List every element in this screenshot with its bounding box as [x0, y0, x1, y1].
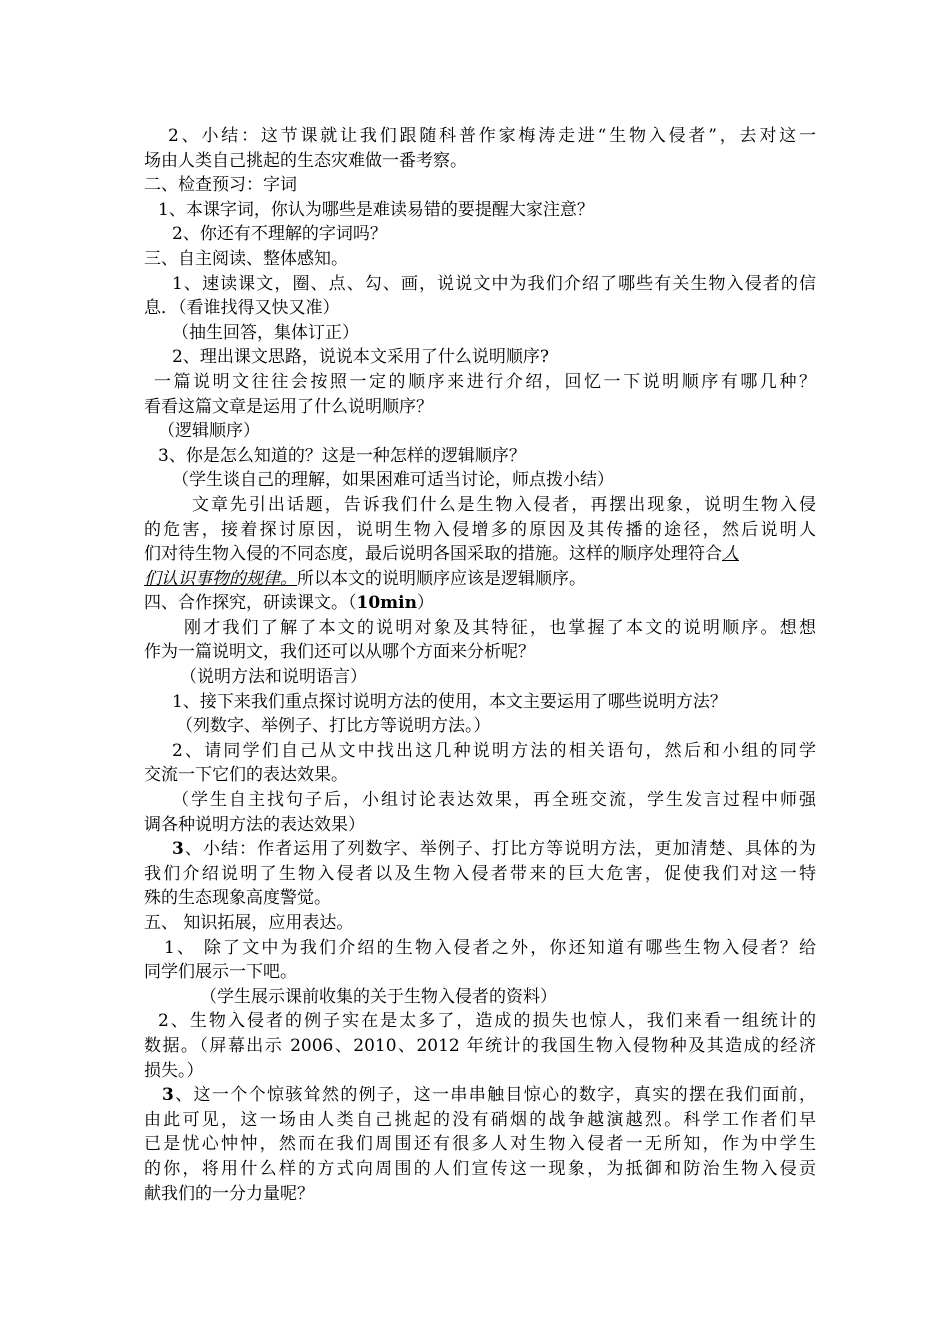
- text-line: [144, 739, 816, 764]
- line-text: 看看这篇文章是运用了什么说明顺序？: [144, 396, 433, 417]
- line-text: （学生展示课前收集的关于生物入侵者的资料）: [200, 986, 557, 1007]
- line-text-tail: ）: [416, 593, 434, 614]
- line-text: 1、速读课文，圈、点、勾、画，说说文中为我们介绍了哪些有关生物入侵者的信: [172, 273, 816, 294]
- text-line: [144, 788, 816, 813]
- line-text: 的危害，接着探讨原因，说明生物入侵增多的原因及其传播的途径，然后说明人: [144, 519, 816, 540]
- lesson-plan-text: [144, 124, 816, 1206]
- text-line: [144, 124, 816, 149]
- line-text: 三、自主阅读、整体感知。: [144, 248, 348, 269]
- text-line: [144, 714, 816, 739]
- line-text: 已是忧心忡忡，然而在我们周围还有很多人对生物入侵者一无所知，作为中学生: [144, 1134, 816, 1155]
- line-text: 1、接下来我们重点探讨说明方法的使用，本文主要运用了哪些说明方法？: [172, 691, 727, 712]
- line-text: 的你，将用什么样的方式向周围的人们宣传这一现象，为抵御和防治生物入侵贡: [144, 1158, 816, 1179]
- text-line: [144, 1059, 816, 1084]
- text-line: [144, 1108, 816, 1133]
- text-line: [144, 345, 816, 370]
- line-text: 一篇说明文往往会按照一定的顺序来进行介绍，回忆一下说明顺序有哪几种？: [154, 371, 816, 392]
- text-line: [144, 222, 816, 247]
- line-text: 交流一下它们的表达效果。: [144, 765, 348, 786]
- text-line: [144, 567, 816, 592]
- text-line: [144, 1132, 816, 1157]
- line-text: 刚才我们了解了本文的说明对象及其特征，也掌握了本文的说明顺序。想想: [184, 617, 816, 638]
- text-line: [144, 296, 816, 321]
- line-text: 二、检查预习：字词: [144, 175, 297, 196]
- line-text: 2、生物入侵者的例子实在是太多了，造成的损失也惊人，我们来看一组统计的: [158, 1011, 816, 1032]
- line-text: 损失。）: [144, 1060, 204, 1081]
- line-text: 3: [172, 839, 184, 860]
- line-text: 们认识事物的规律。: [144, 568, 297, 589]
- line-text: 数据。（屏幕出示 2006、2010、2012 年统计的我国生物入侵物种及其造成的经济: [144, 1035, 816, 1056]
- text-line: [144, 419, 816, 444]
- text-line: [144, 616, 816, 641]
- line-text: 四、合作探究，研读课文。（: [144, 593, 357, 614]
- line-text: 作为一篇说明文，我们还可以从哪个方面来分析呢？: [144, 642, 535, 663]
- text-line: [144, 198, 816, 223]
- line-text-tail: 所以本文的说明顺序应该是逻辑顺序。: [297, 568, 586, 589]
- line-text: 息．（看谁找得又快又准）: [144, 298, 340, 319]
- text-line: [144, 813, 816, 838]
- text-line: [144, 1009, 816, 1034]
- text-line: [144, 1083, 816, 1108]
- text-line: [144, 247, 816, 272]
- line-text: 2、你还有不理解的字词吗？: [172, 224, 387, 245]
- text-line: [144, 837, 816, 862]
- text-line: [144, 862, 816, 887]
- text-line: [144, 272, 816, 297]
- text-line: [144, 640, 816, 665]
- text-line: [144, 468, 816, 493]
- text-line: [144, 370, 816, 395]
- line-text: 殊的生态现象高度警觉。: [144, 888, 331, 909]
- text-line: [144, 321, 816, 346]
- line-text: 五、 知识拓展，应用表达。: [144, 913, 354, 933]
- text-line: [144, 886, 816, 911]
- text-line: [144, 591, 816, 616]
- text-line: [144, 690, 816, 715]
- text-line: [144, 173, 816, 198]
- text-line: [144, 936, 816, 961]
- line-text: （列数字、举例子、打比方等说明方法。）: [176, 716, 491, 737]
- text-line: [144, 763, 816, 788]
- line-text: 1、 除了文中为我们介绍的生物入侵者之外，你还知道有哪些生物入侵者？给: [164, 937, 816, 958]
- text-line: [144, 665, 816, 690]
- text-line: [144, 149, 816, 174]
- line-text: 场由人类自己挑起的生态灾难做一番考察。: [144, 150, 467, 171]
- line-text: 调各种说明方法的表达效果）: [144, 814, 365, 835]
- line-text: （学生自主找句子后，小组讨论表达效果，再全班交流，学生发言过程中师强: [172, 790, 816, 811]
- line-text: 我们介绍说明了生物入侵者以及生物入侵者带来的巨大危害，促使我们对这一特: [144, 863, 816, 884]
- line-text: （学生谈自己的理解，如果困难可适当讨论，师点拨小结）: [172, 470, 614, 491]
- text-line: [144, 444, 816, 469]
- line-text-tail: 、小结：作者运用了列数字、举例子、打比方等说明方法，更加清楚、具体的为: [183, 839, 816, 860]
- text-line: [144, 960, 816, 985]
- text-line: [144, 518, 816, 543]
- line-text-tail: 人: [722, 544, 739, 565]
- line-text: 3、你是怎么知道的？这是一种怎样的逻辑顺序？: [158, 445, 526, 466]
- line-text: 1、本课字词，你认为哪些是难读易错的要提醒大家注意？: [158, 199, 594, 220]
- text-line: [144, 1034, 816, 1059]
- line-text: 们对待生物入侵的不同态度，最后说明各国采取的措施。这样的顺序处理符合: [144, 544, 722, 565]
- text-line: [144, 1157, 816, 1182]
- line-text: 2、理出课文思路，说说本文采用了什么说明顺序?: [172, 347, 549, 368]
- line-text: 由此可见，这一场由人类自己挑起的没有硝烟的战争越演越烈。科学工作者们早: [144, 1109, 816, 1130]
- line-text: 2、请同学们自己从文中找出这几种说明方法的相关语句，然后和小组的同学: [172, 740, 816, 761]
- line-text: （抽生回答，集体订正）: [172, 322, 359, 343]
- text-line: [144, 493, 816, 518]
- text-line: [144, 1182, 816, 1207]
- line-text-tail: 、这一个个惊骇耸然的例子，这一串串触目惊心的数字，真实的摆在我们面前，: [173, 1085, 816, 1106]
- line-text: 3: [162, 1085, 174, 1106]
- line-text: 2、小结：这节课就让我们跟随科普作家梅涛走进“生物入侵者”，去对这一: [168, 126, 816, 146]
- line-text: （逻辑顺序）: [158, 421, 260, 442]
- line-text-tail: 10min: [356, 593, 417, 614]
- text-line: [144, 395, 816, 420]
- text-line: [144, 911, 816, 936]
- line-text: 献我们的一分力量呢？: [144, 1183, 314, 1204]
- line-text: 文章先引出话题，告诉我们什么是生物入侵者，再摆出现象，说明生物入侵: [192, 494, 816, 515]
- text-line: [144, 985, 816, 1010]
- text-line: [144, 542, 816, 567]
- line-text: （说明方法和说明语言）: [180, 667, 367, 688]
- line-text: 同学们展示一下吧。: [144, 962, 297, 983]
